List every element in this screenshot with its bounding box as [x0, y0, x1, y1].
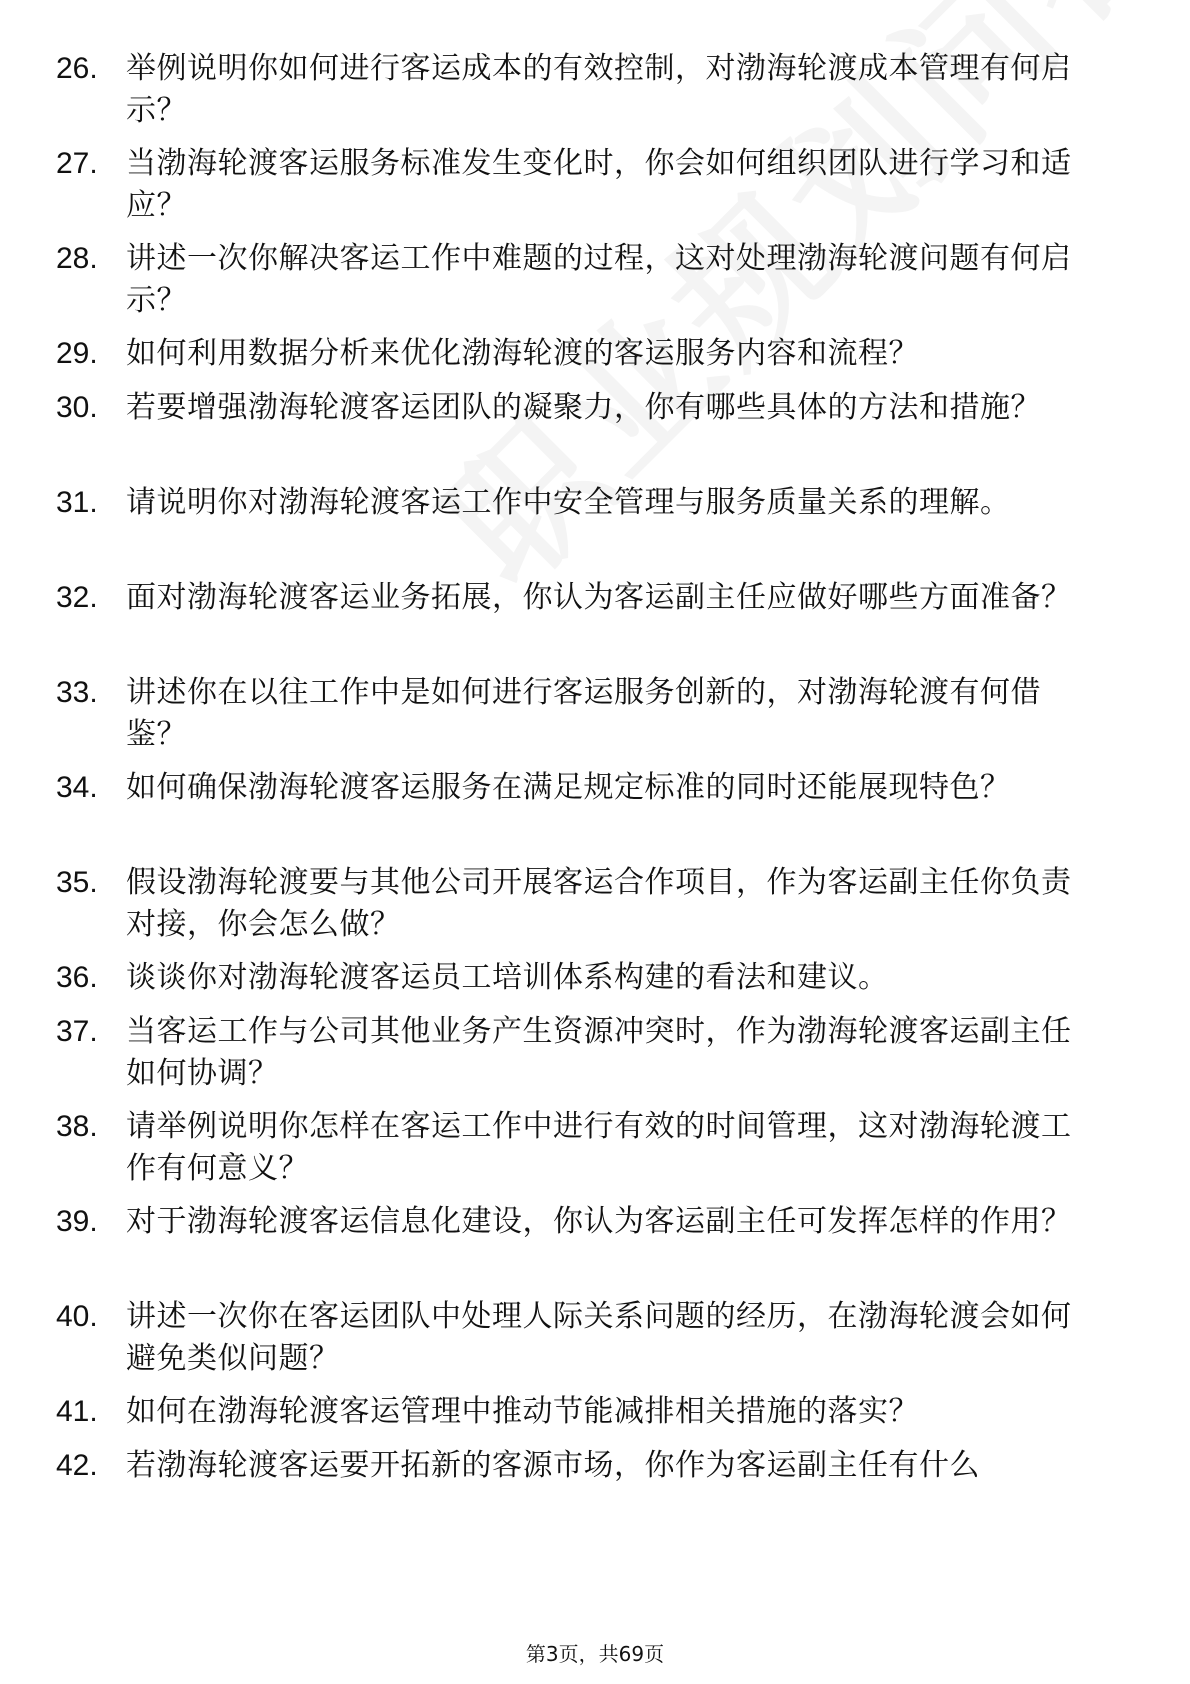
question-item — [56, 672, 1116, 756]
question-number: 42. — [56, 1449, 98, 1482]
question-item — [56, 482, 1116, 524]
question-text: 如何在渤海轮渡客运管理中推动节能减排相关措施的落实？ — [126, 1394, 919, 1429]
question-number: 38. — [56, 1110, 98, 1143]
question-item — [56, 957, 1116, 999]
question-item — [56, 1201, 1116, 1243]
question-item — [56, 333, 1116, 375]
question-item — [56, 387, 1116, 429]
question-number: 33. — [56, 676, 98, 709]
question-number: 34. — [56, 771, 98, 804]
question-number: 36. — [56, 961, 98, 994]
question-item — [56, 48, 1116, 132]
question-text: 当客运工作与公司其他业务产生资源冲突时，作为渤海轮渡客运副主任如何协调？ — [126, 1014, 1072, 1091]
question-number: 37. — [56, 1015, 98, 1048]
question-item — [56, 1106, 1116, 1190]
question-text: 如何确保渤海轮渡客运服务在满足规定标准的同时还能展现特色？ — [126, 770, 1011, 805]
question-number: 28. — [56, 242, 98, 275]
question-text: 若要增强渤海轮渡客运团队的凝聚力，你有哪些具体的方法和措施？ — [126, 390, 1041, 425]
question-text: 讲述一次你解决客运工作中难题的过程，这对处理渤海轮渡问题有何启示？ — [126, 241, 1072, 318]
question-text: 请举例说明你怎样在客运工作中进行有效的时间管理，这对渤海轮渡工作有何意义？ — [126, 1109, 1072, 1186]
question-number: 41. — [56, 1395, 98, 1428]
question-item — [56, 577, 1116, 619]
question-number: 32. — [56, 581, 98, 614]
question-text: 如何利用数据分析来优化渤海轮渡的客运服务内容和流程？ — [126, 336, 919, 371]
question-item — [56, 1391, 1116, 1433]
question-text: 对于渤海轮渡客运信息化建设，你认为客运副主任可发挥怎样的作用？ — [126, 1204, 1072, 1239]
question-item — [56, 1011, 1116, 1095]
question-item — [56, 862, 1116, 946]
question-number: 31. — [56, 486, 98, 519]
question-text: 讲述一次你在客运团队中处理人际关系问题的经历，在渤海轮渡会如何避免类似问题？ — [126, 1299, 1072, 1376]
question-number: 30. — [56, 391, 98, 424]
question-text: 面对渤海轮渡客运业务拓展，你认为客运副主任应做好哪些方面准备？ — [126, 580, 1072, 615]
question-item — [56, 1296, 1116, 1380]
question-text: 若渤海轮渡客运要开拓新的客源市场，你作为客运副主任有什么 — [126, 1448, 980, 1483]
question-number: 40. — [56, 1300, 98, 1333]
question-text: 当渤海轮渡客运服务标准发生变化时，你会如何组织团队进行学习和适应？ — [126, 146, 1072, 223]
question-number: 29. — [56, 337, 98, 370]
question-number: 27. — [56, 147, 98, 180]
question-item — [56, 143, 1116, 227]
question-text: 谈谈你对渤海轮渡客运员工培训体系构建的看法和建议。 — [126, 960, 889, 995]
question-item — [56, 1445, 1116, 1487]
question-number: 26. — [56, 52, 98, 85]
question-text: 讲述你在以往工作中是如何进行客运服务创新的，对渤海轮渡有何借鉴？ — [126, 675, 1041, 752]
question-number: 39. — [56, 1205, 98, 1238]
page-footer — [0, 1640, 1190, 1668]
question-text: 请说明你对渤海轮渡客运工作中安全管理与服务质量关系的理解。 — [126, 485, 1011, 520]
question-item — [56, 238, 1116, 322]
question-text: 假设渤海轮渡要与其他公司开展客运合作项目，作为客运副主任你负责对接，你会怎么做？ — [126, 865, 1072, 942]
question-item — [56, 767, 1116, 809]
question-number: 35. — [56, 866, 98, 899]
question-text: 举例说明你如何进行客运成本的有效控制，对渤海轮渡成本管理有何启示？ — [126, 51, 1072, 128]
page-number-label: 第3页，共69页 — [525, 1642, 665, 1666]
